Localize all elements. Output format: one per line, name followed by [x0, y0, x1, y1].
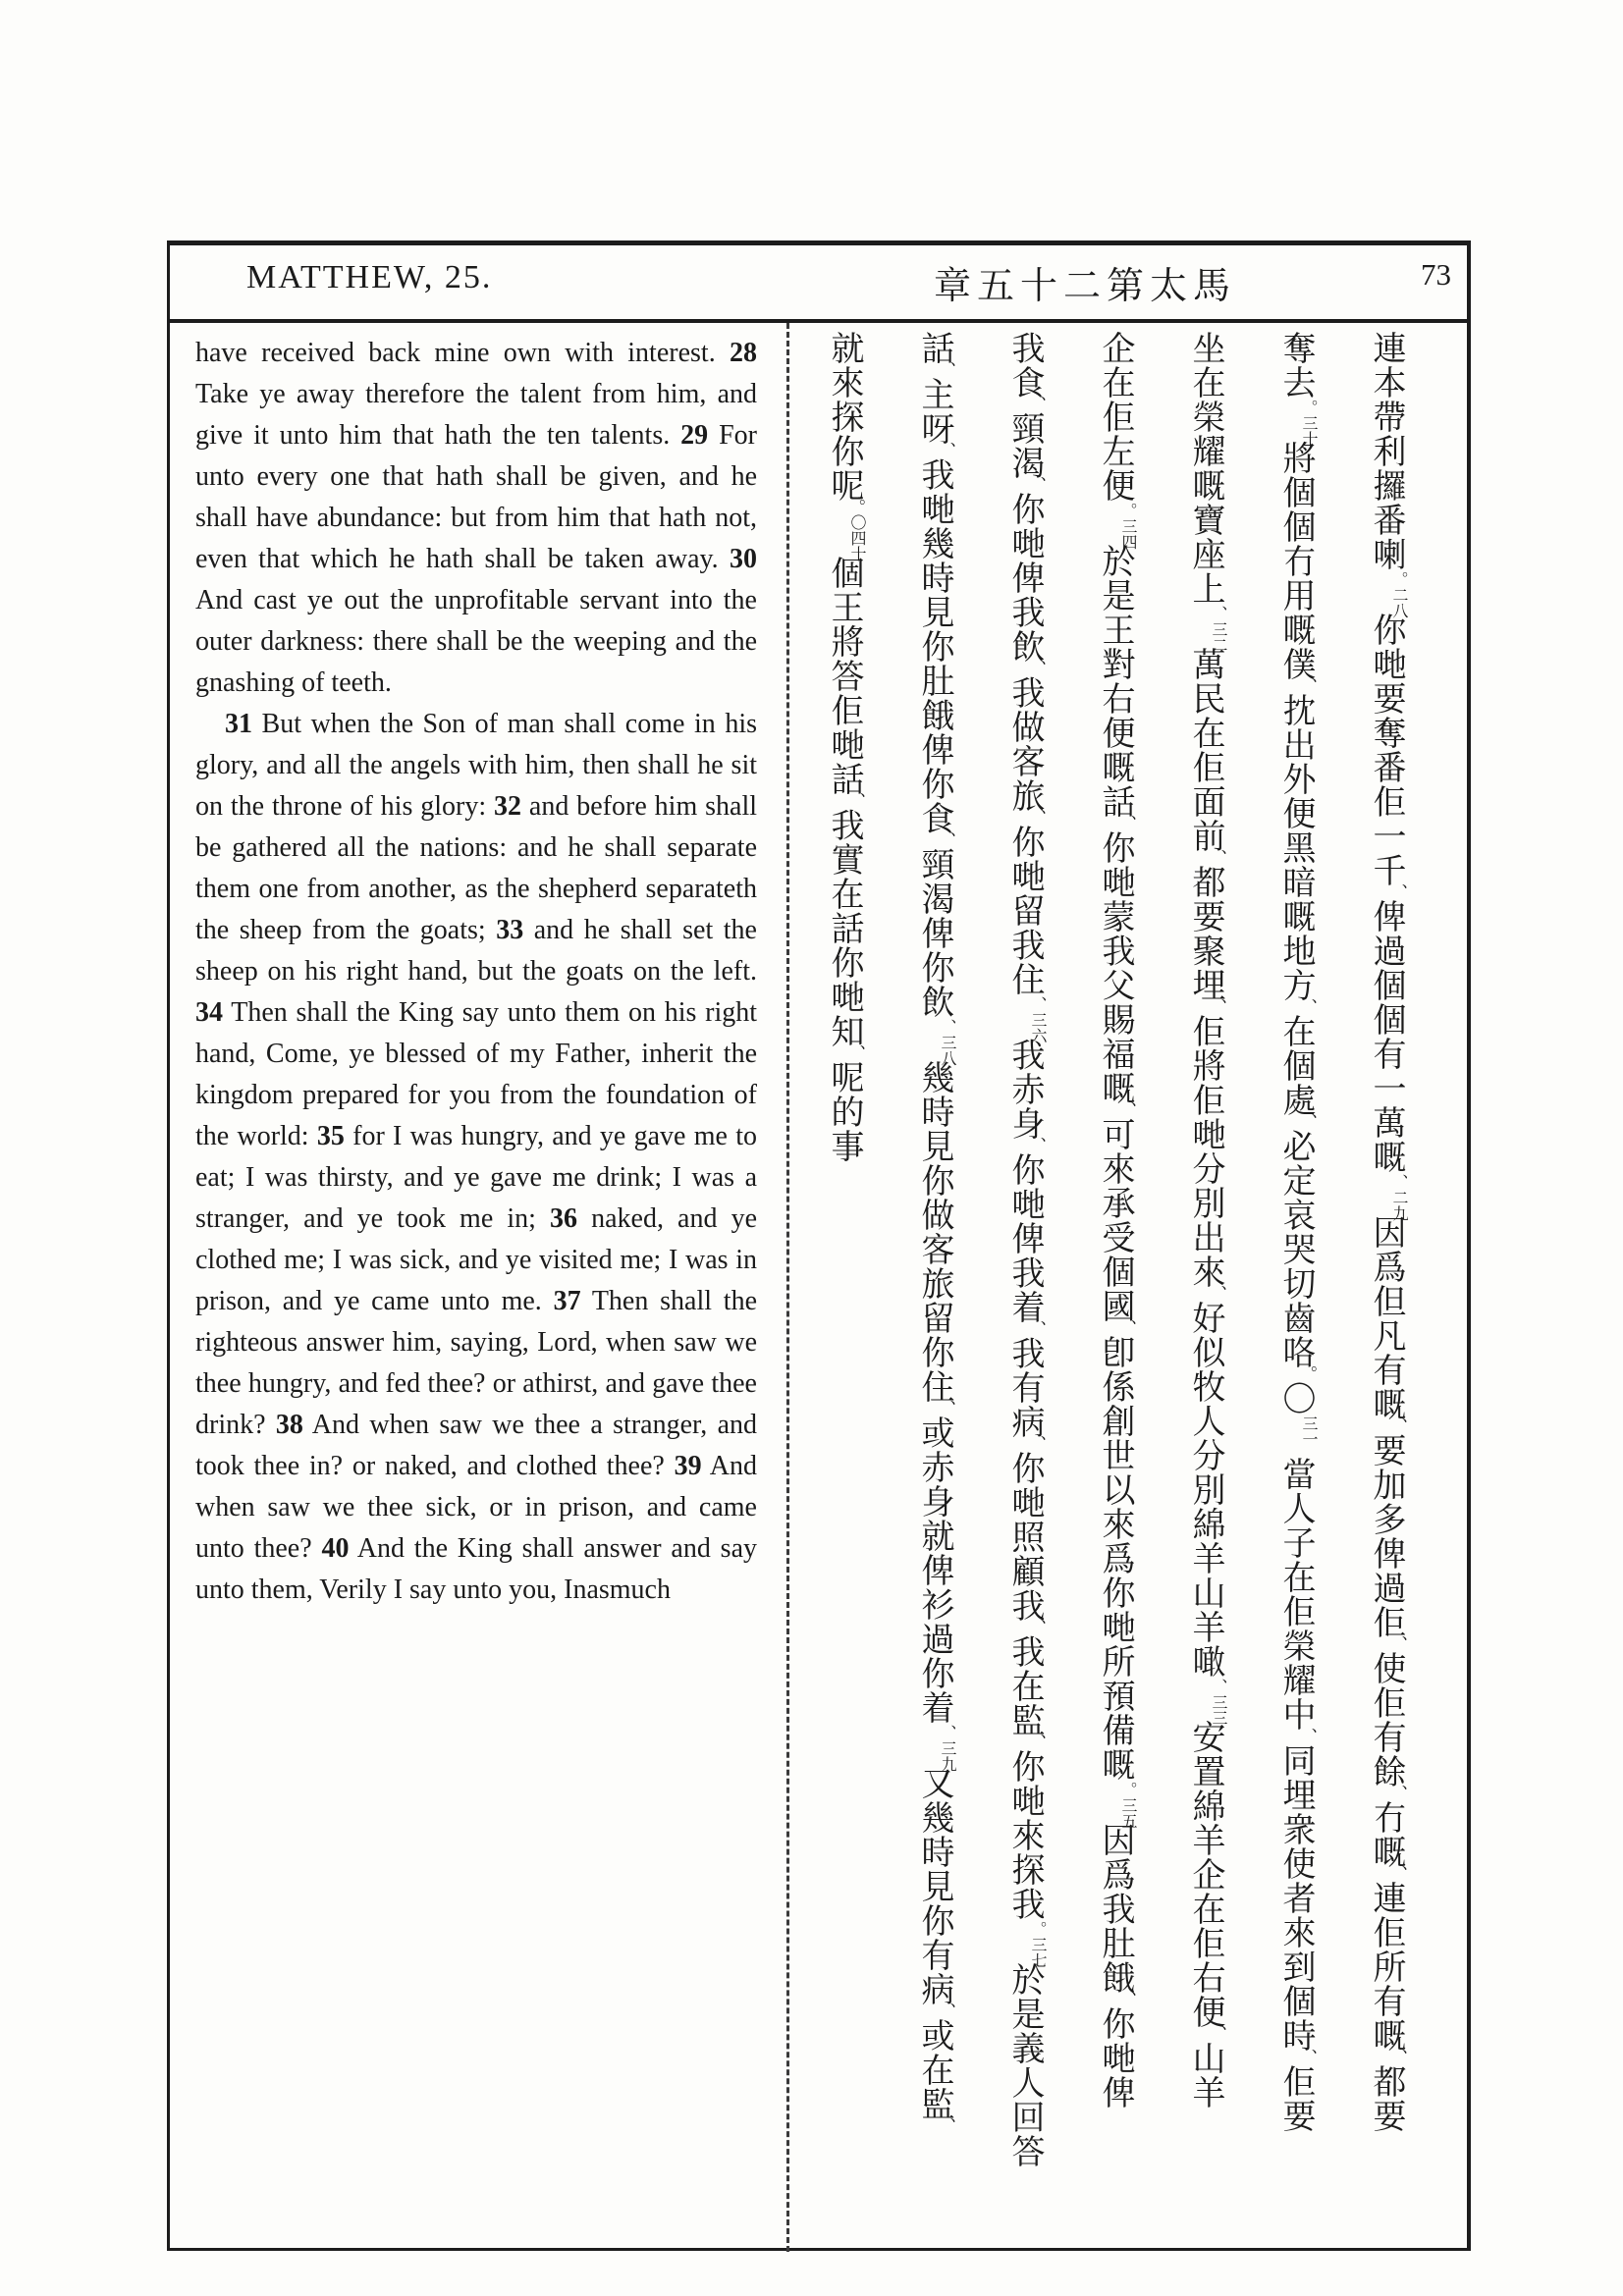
punctuation-mark: 、 [1387, 1865, 1407, 1882]
chinese-column: 奪去。三十將個個冇用嘅僕、抌出外便黑暗嘅地方、在個處、必定哀哭切齒咯。〇三一當人子在佢榮耀中、同埋衆使者來到個時、佢要 [1276, 331, 1319, 2133]
verse-number: 34 [195, 997, 223, 1028]
verse-marker: 。三五 [1119, 1782, 1138, 1829]
verse-number: 35 [316, 1121, 345, 1151]
verse-marker: 三一 [1300, 1415, 1319, 1447]
verse-number: 36 [550, 1203, 578, 1234]
chinese-column: 連本帶利攞番喇。二八你哋要奪番佢一千、俾過個個有一萬嘅、二九因爲但凡有嘅、要加多俾過佢、使佢有餘、冇嘅、連佢所有嘅、都要 [1367, 331, 1409, 2133]
punctuation-mark: 、 [1297, 677, 1317, 694]
punctuation-mark: 、 [1387, 883, 1407, 900]
chinese-column: 坐在榮耀嘅寶座上、三二萬民在佢面前、都要聚埋、佢將佢哋分別出來、好似牧人分別綿羊山羊噉、三三安置綿羊企在佢右便、山羊 [1186, 331, 1228, 2109]
punctuation-mark: 、 [1387, 2049, 1407, 2065]
verse-marker: 〇四十 [848, 514, 867, 561]
punctuation-mark: 、 [1026, 1137, 1046, 1153]
page-header [170, 245, 1467, 323]
punctuation-mark: 、 [936, 1400, 955, 1416]
chinese-column: 話、主呀、我哋幾時見你肚餓俾你食、頸渴俾你飲、三八幾時見你做客旅留你住、或赤身就俾衫過你着、三九又幾時見你有病、或在監、 [915, 331, 957, 2134]
punctuation-mark: 、 [936, 831, 955, 848]
verse-marker: 。三四 [1119, 503, 1138, 550]
verse-number: 31 [225, 709, 252, 739]
verse-marker: 、三八 [939, 1019, 957, 1066]
verse-number: 32 [494, 791, 522, 822]
punctuation-mark: 、 [1026, 1619, 1046, 1635]
verse-marker: 、三九 [939, 1725, 957, 1772]
punctuation-mark: 、 [1207, 849, 1226, 866]
verse-marker: 、二九 [1390, 1174, 1409, 1221]
punctuation-mark: 、 [1297, 1728, 1317, 1744]
punctuation-mark: 、 [936, 442, 955, 458]
punctuation-mark: 、 [1297, 1113, 1317, 1130]
punctuation-mark: 。 [1297, 1365, 1317, 1382]
header-title-chinese: 章五十二第太馬 [934, 264, 1237, 307]
verse-number: 38 [275, 1410, 303, 1440]
english-column [170, 323, 786, 2252]
chinese-column: 企在佢左便。三四於是王對右便嘅話、你哋蒙我父賜福嘅、可來承受個國、卽係創世以來爲你哋所預備嘅。三五因爲我肚餓、你哋俾 [1096, 331, 1138, 2109]
punctuation-mark: 、 [1026, 1320, 1046, 1337]
punctuation-mark: 、 [1387, 1785, 1407, 1801]
punctuation-mark: 、 [1387, 1635, 1407, 1652]
verse-marker: 、三六 [1029, 996, 1048, 1043]
verse-number: 29 [680, 420, 709, 451]
punctuation-mark: 。 [845, 499, 865, 515]
punctuation-mark: 、 [1297, 2049, 1317, 2065]
punctuation-mark: 、 [1026, 476, 1046, 493]
punctuation-mark: 、 [1387, 1417, 1407, 1434]
chinese-column: 我食、頸渴、你哋俾我飲、我做客旅、你哋留我住、三六我赤身、你哋俾我着、我有病、你哋照顧我、我在監、你哋來探我。三七於是義人回答 [1005, 331, 1048, 2168]
punctuation-mark: 、 [1026, 1734, 1046, 1750]
verse-number: 40 [321, 1533, 350, 1564]
punctuation-mark: 、 [936, 2117, 955, 2134]
chinese-section [789, 323, 1467, 2213]
punctuation-mark: 、 [1116, 1101, 1136, 1118]
page-number: 73 [1421, 257, 1451, 292]
verse-marker: 、三二 [1210, 606, 1228, 653]
punctuation-mark: 、 [936, 2002, 955, 2019]
chinese-column: 就來探你呢。〇四十個王將答佢哋話、我實在話你哋知、呢的事 [825, 331, 867, 1163]
verse-number: 33 [496, 915, 524, 945]
punctuation-mark: 、 [1297, 998, 1317, 1015]
punctuation-mark: 、 [1207, 1285, 1226, 1302]
verse-number: 37 [553, 1286, 581, 1316]
verse-number: 30 [730, 544, 757, 574]
punctuation-mark: 、 [1116, 815, 1136, 831]
punctuation-mark: 、 [1026, 396, 1046, 412]
header-title-english: MATTHEW, 25. [246, 259, 493, 295]
punctuation-mark: 、 [1116, 1991, 1136, 2007]
verse-marker: 、三三 [1210, 1679, 1228, 1726]
verse-number: 28 [730, 338, 757, 368]
verse-marker: 。三十 [1300, 400, 1319, 447]
punctuation-mark: 、 [845, 1044, 865, 1061]
verse-paragraph: 31 But when the Son of man shall come in his glory, and all the angels with him, then shall he sit on the throne of his glory: 32 and before him shall be gathered all the nations: and he shall separate them one from another, as the shepherd separateth the sheep from the goats; 33 and he shall set the sheep on his right hand, but the goats on the left. 34 Then shall the King say unto them on his right hand, Come, ye blessed of my Father, inherit the kingdom prepared for you from the foundation of the world: 35 for I was hungry, and ye gave me to eat; I was thirsty, and ye gave me drink; I was a stranger, and ye took me in; 36 naked, and ye clothed me; I was sick, and ye visited me; I was in prison, and ye came unto me. 37 Then shall the righteous answer him, saying, Lord, when saw we thee hungry, and fed thee? or athirst, and gave thee drink? 38 And when saw we thee a stranger, and took thee in? or naked, and clothed thee? 39 And when saw we thee sick, or in prison, and came unto thee? 40 And the King shall answer and say unto them, Verily I say unto you, Inasmuch [195, 709, 758, 1605]
verse-number: 39 [674, 1451, 702, 1481]
punctuation-mark: 、 [1207, 2025, 1226, 2042]
punctuation-mark: 、 [936, 361, 955, 378]
verse-marker: 。三七 [1029, 1921, 1048, 1968]
verse-marker: 。二八 [1390, 571, 1409, 618]
punctuation-mark: 、 [1026, 809, 1046, 826]
punctuation-mark: 、 [1026, 660, 1046, 676]
verse-paragraph: have received back mine own with interest. 28 Take ye away therefore the talent from him, and give it unto him that hath the ten talents. 29 For unto every one that hath shall be given, and he shall have abundance: but from him that hath not, even that which he hath shall be taken away. 30 And cast ye out the unprofitable servant into the outer darkness: there shall be the weeping and the gnashing of teeth. [195, 338, 757, 698]
punctuation-mark: 、 [845, 792, 865, 809]
page-frame [167, 240, 1471, 2251]
punctuation-mark: 、 [1026, 1435, 1046, 1452]
punctuation-mark: 、 [1207, 998, 1226, 1015]
punctuation-mark: 、 [1116, 1319, 1136, 1336]
page-content [170, 323, 1467, 2252]
